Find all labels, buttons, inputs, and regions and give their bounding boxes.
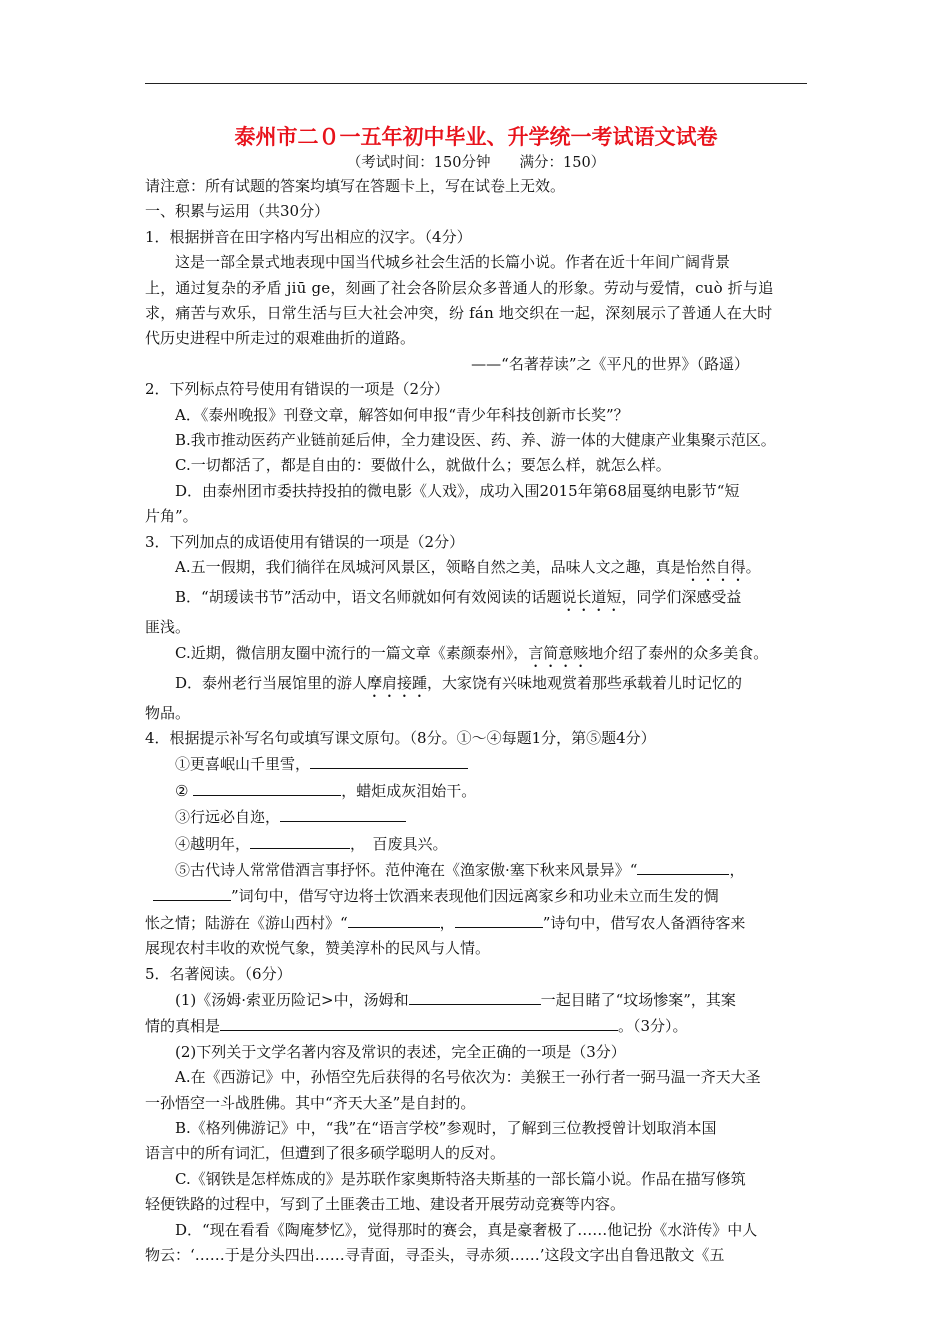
q3-b-idiom: 说长道短: [561, 588, 622, 607]
q5-option-c-cont: 轻便铁路的过程中，写到了土匪袭击工地、建设者开展劳动竞赛等内容。: [145, 1195, 626, 1214]
q5-part-1: [145, 987, 807, 1013]
q3-d-text: D．泰州老行当展馆里的游人: [175, 673, 368, 692]
page-title: 泰州市二０一五年初中毕业、升学统一考试语文试卷: [234, 124, 718, 149]
answer-blank[interactable]: [637, 857, 729, 875]
answer-blank[interactable]: [193, 778, 341, 796]
q5-option-d-cont: 物云：‘……于是分头四出……寻青面，寻歪头，寻赤须……’这段文字出自鲁迅散文《五: [145, 1246, 725, 1265]
q5-option-d: D．“现在看看《陶庵梦忆》，觉得那时的赛会，真是豪奢极了……他记扮《水浒传》中人: [175, 1220, 758, 1239]
q3-b-end: ，同学们深感受益: [621, 588, 742, 607]
q4-item-2: [145, 778, 807, 804]
question-2-stem: 2．下列标点符号使用有错误的一项是（2分）: [145, 380, 450, 399]
q1-passage-line: 这是一部全景式地表现中国当代城乡社会生活的长篇小说。作者在近十年间广阔背景: [175, 253, 731, 272]
q4-4-end: ， 百废具兴。: [350, 834, 448, 853]
q5-option-a-cont: 一孙悟空一斗战胜佛。其中“齐天大圣”是自封的。: [145, 1093, 476, 1112]
q5-1-text: (1)《汤姆·索亚历险记>中，汤姆和: [175, 990, 409, 1009]
q4-item-5: [145, 857, 807, 883]
q2-option-c: C.一切都活了，都是自由的：要做什么，就做什么；要怎么样，就怎么样。: [175, 456, 671, 475]
q4-item-5-cont: 展现农村丰收的欢悦气象，赞美淳朴的民风与人情。: [145, 939, 491, 958]
q1-source: ——“名著荐读”之《平凡的世界》（路遥）: [471, 354, 749, 373]
q2-option-d-cont: 片角”。: [145, 507, 198, 526]
q4-5-comma: ，: [729, 860, 745, 879]
question-1-stem: 1．根据拼音在田字格内写出相应的汉字。（4分）: [145, 227, 472, 246]
q3-option-b: [145, 585, 807, 615]
q4-item-4: [145, 831, 807, 857]
q4-item-5-cont: [145, 883, 807, 909]
answer-blank[interactable]: [455, 910, 543, 928]
q4-2-end: ，蜡炬成灰泪始干。: [341, 781, 477, 800]
top-rule: [145, 83, 807, 84]
q3-option-b-cont: 匪浅。: [145, 618, 191, 637]
q4-5-text-2: ”词句中，借写守边将士饮酒来表现他们因远离家乡和功业未立而生发的惆: [231, 887, 719, 906]
q1-passage-line: 求，痛苦与欢乐，日常生活与巨大社会冲突，纷 fán 地交织在一起，深刻展示了普通人在大时: [145, 304, 773, 323]
q5-option-b-cont: 语言中的所有词汇，但遭到了很多硕学聪明人的反对。: [145, 1144, 506, 1163]
q5-1-end-2: 。（3分）。: [618, 1017, 688, 1036]
section-heading: 一、积累与运用（共30分）: [145, 202, 330, 221]
q4-3-text: ③行远必自迩，: [175, 808, 281, 827]
answer-blank[interactable]: [409, 987, 541, 1005]
q4-5-mid: ，: [439, 913, 455, 932]
question-5-stem: 5．名著阅读。（6分）: [145, 964, 292, 983]
answer-blank[interactable]: [153, 883, 231, 901]
q3-a-end: 。: [745, 558, 761, 577]
q2-option-a: A．《泰州晚报》刊登文章，解答如何申报“青少年科技创新市长奖”？: [175, 405, 629, 424]
q5-option-a: A.在《西游记》中，孙悟空先后获得的名号依次为：美猴王一孙行者一弼马温一齐天大圣: [175, 1068, 761, 1087]
q3-a-idiom: 怡然自得: [685, 558, 746, 577]
q3-d-end: ，大家饶有兴味地观赏着那些承载着儿时记忆的: [427, 673, 743, 692]
q2-option-b: B.我市推动医药产业链前延后伸，全力建设医、药、养、游一体的大健康产业集聚示范区。: [175, 431, 776, 450]
q1-passage-line: 上，通过复杂的矛盾 jiū ge，刻画了社会各阶层众多普通人的形象。劳动与爱情，cuò 折与追: [145, 278, 774, 297]
q3-c-idiom: 言简意赅: [528, 643, 589, 662]
q4-item-3: [145, 804, 807, 830]
q5-1-text-2: 情的真相是: [145, 1017, 221, 1036]
q3-option-d-cont: 物品。: [145, 703, 191, 722]
exam-page: [145, 122, 807, 1268]
q4-4-text: ④越明年，: [175, 834, 251, 853]
q3-c-text: C.近期，微信朋友圈中流行的一篇文章《素颜泰州》，: [175, 643, 529, 662]
q5-option-b: B.《格列佛游记》中，“我”在“语言学校”参观时，了解到三位教授曾计划取消本国: [175, 1119, 717, 1137]
q3-d-idiom: 摩肩接踵: [367, 673, 428, 692]
q3-option-d: [145, 671, 807, 701]
q3-option-a: [145, 555, 807, 585]
answer-blank[interactable]: [220, 1013, 618, 1031]
question-3-stem: 3．下列加点的成语使用有错误的一项是（2分）: [145, 532, 465, 551]
question-4-stem: 4．根据提示补写名句或填写课文原句。（8分。①～④每题1分，第⑤题4分）: [145, 728, 656, 747]
q4-5-text-4: ”诗句中，借写农人备酒待客来: [542, 913, 746, 932]
q4-5-text-3: 怅之情；陆游在《游山西村》“: [145, 913, 348, 932]
answer-blank[interactable]: [348, 910, 440, 928]
q4-item-5-cont: [145, 910, 807, 936]
q1-passage-line: 代历史进程中所走过的艰难曲折的道路。: [145, 329, 416, 348]
q5-option-c: C.《钢铁是怎样炼成的》是苏联作家奥斯特洛夫斯基的一部长篇小说。作品在描写修筑: [175, 1169, 746, 1188]
q5-1-end: 一起目睹了“坟场惨案”，其案: [540, 990, 736, 1009]
q4-5-text: ⑤古代诗人常常借酒言事抒怀。范仲淹在《渔家傲·塞下秋来风景异》“: [175, 860, 638, 879]
q3-b-text: B．“胡瑗读书节”活动中，语文名师就如何有效阅读的话题: [175, 588, 562, 607]
q4-item-1: [145, 751, 807, 777]
q4-1-text: ①更喜岷山千里雪，: [175, 755, 311, 774]
answer-blank[interactable]: [250, 831, 350, 849]
q5-part-1-cont: [145, 1013, 807, 1039]
exam-info: （考试时间：150分钟 满分：150）: [346, 155, 606, 171]
q3-c-end: 地介绍了泰州的众多美食。: [588, 643, 769, 662]
answer-blank[interactable]: [280, 804, 406, 822]
q5-part-2: (2)下列关于文学名著内容及常识的表述，完全正确的一项是（3分）: [175, 1042, 626, 1061]
q4-2-text: ②: [175, 781, 189, 800]
answer-blank[interactable]: [310, 751, 468, 769]
q2-option-d: D．由泰州团市委扶持投拍的微电影《人戏》，成功入围2015年第68届戛纳电影节“短: [175, 481, 740, 500]
q3-option-c: [145, 641, 807, 671]
q3-a-text: A.五一假期，我们徜徉在凤城河风景区，领略自然之美，品味人文之趣，真是: [175, 558, 686, 577]
notice: 请注意：所有试题的答案均填写在答题卡上，写在试卷上无效。: [145, 177, 566, 195]
